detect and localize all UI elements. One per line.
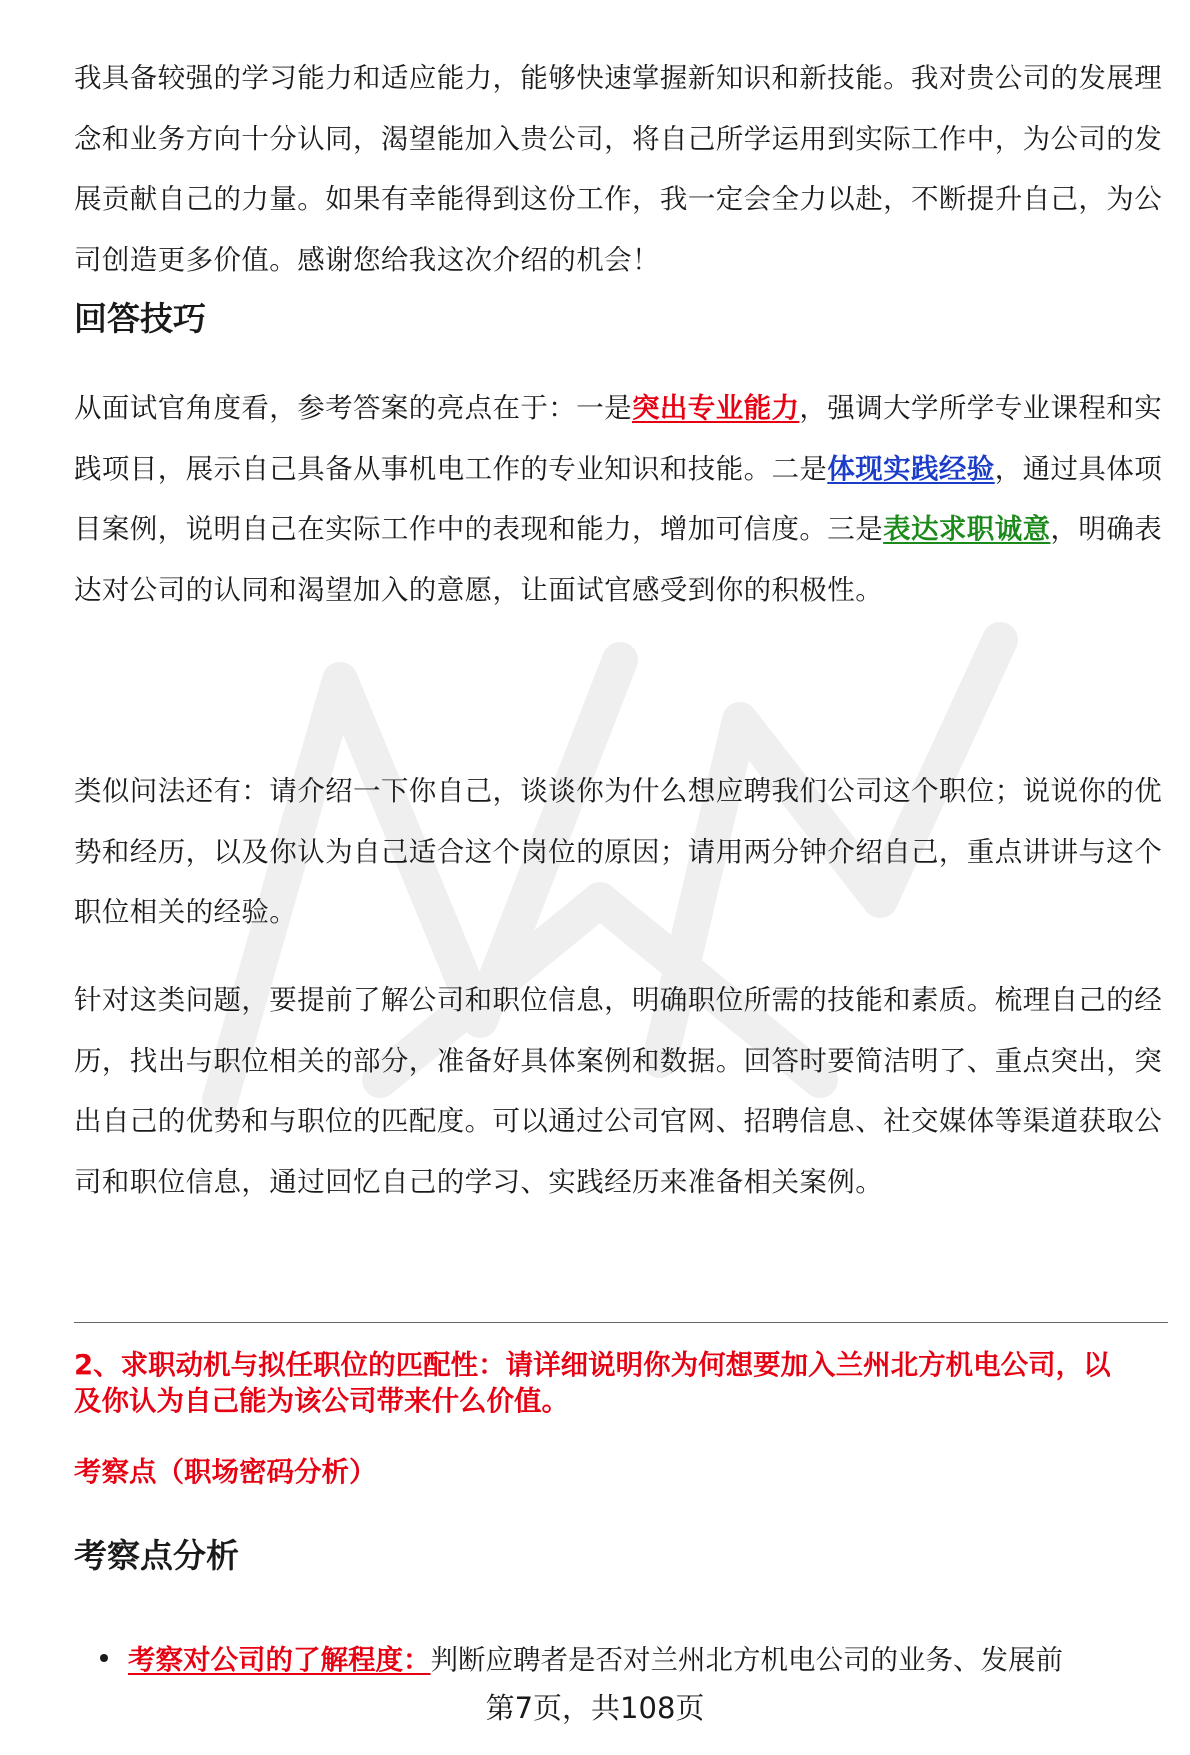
bullet-list-item (100, 1640, 1170, 1680)
analysis-heading: 考察点分析 (74, 1536, 239, 1575)
section-heading-tips: 回答技巧 (74, 299, 206, 338)
highlight-professional-ability: 突出专业能力 (632, 392, 800, 424)
advice-paragraph: 针对这类问题，要提前了解公司和职位信息，明确职位所需的技能和素质。梳理自己的经历，找出与职位相关的部分，准备好具体案例和数据。回答时要简洁明了、重点突出，突出自己的优势和与职位的匹配度。可以通过公司官网、招聘信息、社交媒体等渠道获取公司和职位信息，通过回忆自己的学习、实践经历来准备相关案例。 (74, 984, 1163, 1198)
page-number-footer: 第7页，共108页 (485, 1691, 705, 1725)
bullet-dot-icon (100, 1654, 108, 1662)
bullet-highlight: 考察对公司的了解程度： (128, 1644, 431, 1676)
analysis-text-2: ，强调大学所学专业课程和实践项目，展示自己具备从事机电工作的专业知识和技能。二是 (74, 392, 1163, 485)
tips-analysis-paragraph (74, 378, 1164, 620)
highlight-job-sincerity: 表达求职诚意 (883, 513, 1051, 545)
highlight-practical-experience: 体现实践经验 (827, 452, 995, 485)
similar-questions-paragraph: 类似问法还有：请介绍一下你自己，谈谈你为什么想应聘我们公司这个职位；说说你的优势和经历，以及你认为自己适合这个岗位的原因；请用两分钟介绍自己，重点讲讲与这个职位相关的经验。 (74, 775, 1163, 928)
analysis-text-4: ，明确表达对公司的认同和渴望加入的意愿，让面试官感受到你的积极性。 (74, 513, 1163, 606)
intro-paragraph: 我具备较强的学习能力和适应能力，能够快速掌握新知识和新技能。我对贵公司的发展理念和业务方向十分认同，渴望能加入贵公司，将自己所学运用到实际工作中，为公司的发展贡献自己的力量。如果有幸能得到这份工作，我一定会全力以赴，不断提升自己，为公司创造更多价值。感谢您给我这次介绍的机会！ (74, 62, 1163, 276)
question-2-title: 2、求职动机与拟任职位的匹配性：请详细说明你为何想要加入兰州北方机电公司，以及你认为自己能为该公司带来什么价值。 (74, 1349, 1111, 1417)
analysis-text-3: ，通过具体项目案例，说明自己在实际工作中的表现和能力，增加可信度。三是 (74, 452, 1163, 545)
analysis-text-1: 从面试官角度看，参考答案的亮点在于：一是 (74, 392, 632, 424)
section-divider (74, 1322, 1168, 1323)
focus-point-label: 考察点（职场密码分析） (74, 1456, 377, 1488)
bullet-text: 判断应聘者是否对兰州北方机电公司的业务、发展前 (430, 1644, 1063, 1676)
